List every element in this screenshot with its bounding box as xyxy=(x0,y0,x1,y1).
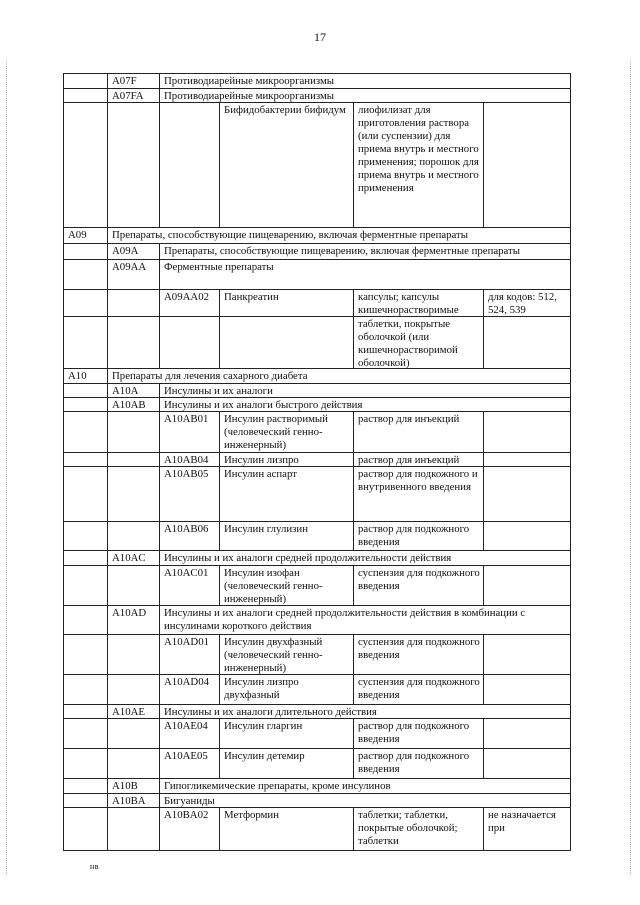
empty-cell xyxy=(107,412,159,452)
empty-cell xyxy=(63,398,107,411)
drug-name-cell: Бифидобактерии бифидум xyxy=(219,103,353,227)
empty-cell xyxy=(63,103,107,227)
note-cell xyxy=(483,453,571,466)
drug-row xyxy=(63,748,571,778)
empty-cell xyxy=(107,749,159,778)
empty-cell xyxy=(63,719,107,748)
drug-name-cell: Инсулин растворимый (человеческий генно-инженерный) xyxy=(219,412,353,452)
note-cell: не назначается при xyxy=(483,808,571,850)
drug-row xyxy=(63,466,571,521)
dosage-form-cell: раствор для подкожного введения xyxy=(353,749,483,778)
drug-name-cell: Инсулин лизпро xyxy=(219,453,353,466)
atc-code-cell: A07FA xyxy=(107,89,159,102)
empty-cell xyxy=(63,749,107,778)
empty-cell xyxy=(63,675,107,704)
empty-cell xyxy=(63,705,107,718)
atc-group-name-cell: Ферментные препараты xyxy=(159,260,571,289)
group-row xyxy=(63,704,571,718)
atc-code-cell: A10AB04 xyxy=(159,453,219,466)
empty-cell xyxy=(107,522,159,550)
empty-cell xyxy=(63,794,107,807)
group-row xyxy=(63,88,571,102)
atc-code-cell: A10 xyxy=(63,369,107,383)
note-cell xyxy=(483,635,571,674)
dosage-form-cell: раствор для подкожного введения xyxy=(353,522,483,550)
empty-cell xyxy=(107,808,159,850)
atc-code-cell: A10AE04 xyxy=(159,719,219,748)
empty-cell xyxy=(63,635,107,674)
atc-code-cell: A10B xyxy=(107,779,159,793)
drug-name-cell: Инсулин детемир xyxy=(219,749,353,778)
drug-name-cell: Панкреатин xyxy=(219,290,353,316)
drug-name-cell xyxy=(219,317,353,368)
note-cell xyxy=(483,103,571,227)
group-row xyxy=(63,605,571,634)
empty-cell xyxy=(63,551,107,565)
atc-code-cell: A10A xyxy=(107,384,159,397)
dosage-form-cell: таблетки, покрытые оболочкой (или кишечнорастворимой оболочкой) xyxy=(353,317,483,368)
drug-name-cell: Инсулин двухфазный (человеческий генно-инженерный) xyxy=(219,635,353,674)
dosage-form-cell: раствор для подкожного введения xyxy=(353,719,483,748)
atc-group-name-cell: Гипогликемические препараты, кроме инсулинов xyxy=(159,779,571,793)
atc-code-cell: A10AD04 xyxy=(159,675,219,704)
atc-code-cell: A10AB01 xyxy=(159,412,219,452)
dosage-form-cell: капсулы; капсулы кишечнорастворимые xyxy=(353,290,483,316)
drug-classification-table xyxy=(63,73,571,851)
note-cell xyxy=(483,467,571,521)
group-row xyxy=(63,227,571,243)
drug-row xyxy=(63,565,571,605)
empty-cell xyxy=(63,779,107,793)
empty-cell xyxy=(63,566,107,605)
note-cell xyxy=(483,317,571,368)
empty-cell xyxy=(63,467,107,521)
atc-code-cell: A07F xyxy=(107,74,159,88)
dosage-form-cell: раствор для инъекций xyxy=(353,412,483,452)
atc-code-cell: A10AD xyxy=(107,606,159,634)
drug-row xyxy=(63,316,571,368)
group-row xyxy=(63,778,571,793)
note-cell: для кодов: 512, 524, 539 xyxy=(483,290,571,316)
drug-row xyxy=(63,674,571,704)
group-row xyxy=(63,243,571,259)
atc-group-name-cell: Препараты, способствующие пищеварению, включая ферментные препараты xyxy=(107,228,571,243)
atc-group-name-cell: Препараты, способствующие пищеварению, включая ферментные препараты xyxy=(159,244,571,259)
empty-cell xyxy=(63,290,107,316)
atc-code-cell: A10AB05 xyxy=(159,467,219,521)
drug-name-cell: Метформин xyxy=(219,808,353,850)
empty-cell xyxy=(63,244,107,259)
atc-group-name-cell: Инсулины и их аналоги средней продолжительности действия в комбинации с инсулинами короткого действия xyxy=(159,606,571,634)
empty-cell xyxy=(107,317,159,368)
atc-code-cell: A10BA xyxy=(107,794,159,807)
atc-code-cell: A10AC01 xyxy=(159,566,219,605)
drug-row xyxy=(63,521,571,550)
empty-cell xyxy=(63,384,107,397)
dosage-form-cell: раствор для подкожного и внутривенного введения xyxy=(353,467,483,521)
drug-name-cell: Инсулин гларгин xyxy=(219,719,353,748)
atc-group-name-cell: Инсулины и их аналоги длительного действия xyxy=(159,705,571,718)
drug-row xyxy=(63,452,571,466)
dosage-form-cell: суспензия для подкожного введения xyxy=(353,675,483,704)
note-cell xyxy=(483,566,571,605)
dosage-form-cell: раствор для инъекций xyxy=(353,453,483,466)
note-cell xyxy=(483,522,571,550)
drug-name-cell: Инсулин лизпро двухфазный xyxy=(219,675,353,704)
note-cell xyxy=(483,412,571,452)
atc-group-name-cell: Бигуаниды xyxy=(159,794,571,807)
group-row xyxy=(63,550,571,565)
atc-group-name-cell: Противодиарейные микроорганизмы xyxy=(159,89,571,102)
group-row xyxy=(63,397,571,411)
empty-cell xyxy=(107,635,159,674)
empty-cell xyxy=(63,808,107,850)
drug-row xyxy=(63,807,571,851)
group-row xyxy=(63,73,571,88)
empty-cell xyxy=(63,453,107,466)
drug-row xyxy=(63,289,571,316)
empty-cell xyxy=(63,74,107,88)
dosage-form-cell: лиофилизат для приготовления раствора (или суспензии) для приема внутрь и местного применения; порошок для приема внутрь и местного применения xyxy=(353,103,483,227)
group-row xyxy=(63,368,571,383)
atc-code-cell: A10AB06 xyxy=(159,522,219,550)
atc-code-cell: A10BA02 xyxy=(159,808,219,850)
atc-group-name-cell: Препараты для лечения сахарного диабета xyxy=(107,369,571,383)
drug-row xyxy=(63,634,571,674)
dosage-form-cell: таблетки; таблетки, покрытые оболочкой; таблетки xyxy=(353,808,483,850)
group-row xyxy=(63,383,571,397)
group-row xyxy=(63,793,571,807)
empty-cell xyxy=(63,89,107,102)
empty-cell xyxy=(63,606,107,634)
dosage-form-cell: суспензия для подкожного введения xyxy=(353,566,483,605)
empty-cell xyxy=(107,103,159,227)
note-cell xyxy=(483,719,571,748)
empty-cell xyxy=(63,260,107,289)
atc-code-cell: A09 xyxy=(63,228,107,243)
atc-group-name-cell: Противодиарейные микроорганизмы xyxy=(159,74,571,88)
page-number: 17 xyxy=(314,30,326,44)
note-cell xyxy=(483,749,571,778)
dosage-form-cell: суспензия для подкожного введения xyxy=(353,635,483,674)
empty-cell xyxy=(107,675,159,704)
empty-cell xyxy=(63,317,107,368)
atc-code-cell: A09AA xyxy=(107,260,159,289)
footer-mark: нв xyxy=(90,862,100,871)
drug-row xyxy=(63,718,571,748)
atc-code-cell xyxy=(159,317,219,368)
scan-edge-left xyxy=(6,60,7,875)
note-cell xyxy=(483,675,571,704)
group-row xyxy=(63,259,571,289)
scan-edge-right xyxy=(630,60,631,875)
atc-group-name-cell: Инсулины и их аналоги быстрого действия xyxy=(159,398,571,411)
empty-cell xyxy=(107,566,159,605)
drug-row xyxy=(63,411,571,452)
drug-name-cell: Инсулин аспарт xyxy=(219,467,353,521)
atc-code-cell: A10AE05 xyxy=(159,749,219,778)
atc-code-cell: A09AA02 xyxy=(159,290,219,316)
empty-cell xyxy=(107,453,159,466)
empty-cell xyxy=(107,467,159,521)
atc-code-cell: A10AD01 xyxy=(159,635,219,674)
drug-row xyxy=(63,102,571,227)
drug-name-cell: Инсулин изофан (человеческий генно-инженерный) xyxy=(219,566,353,605)
empty-cell xyxy=(63,522,107,550)
atc-group-name-cell: Инсулины и их аналоги xyxy=(159,384,571,397)
atc-code-cell: A09A xyxy=(107,244,159,259)
atc-code-cell: A10AC xyxy=(107,551,159,565)
atc-code-cell: A10AB xyxy=(107,398,159,411)
atc-group-name-cell: Инсулины и их аналоги средней продолжительности действия xyxy=(159,551,571,565)
empty-cell xyxy=(107,719,159,748)
empty-cell xyxy=(107,290,159,316)
atc-code-cell: A10AE xyxy=(107,705,159,718)
drug-name-cell: Инсулин глулизин xyxy=(219,522,353,550)
empty-cell xyxy=(63,412,107,452)
atc-code-cell xyxy=(159,103,219,227)
